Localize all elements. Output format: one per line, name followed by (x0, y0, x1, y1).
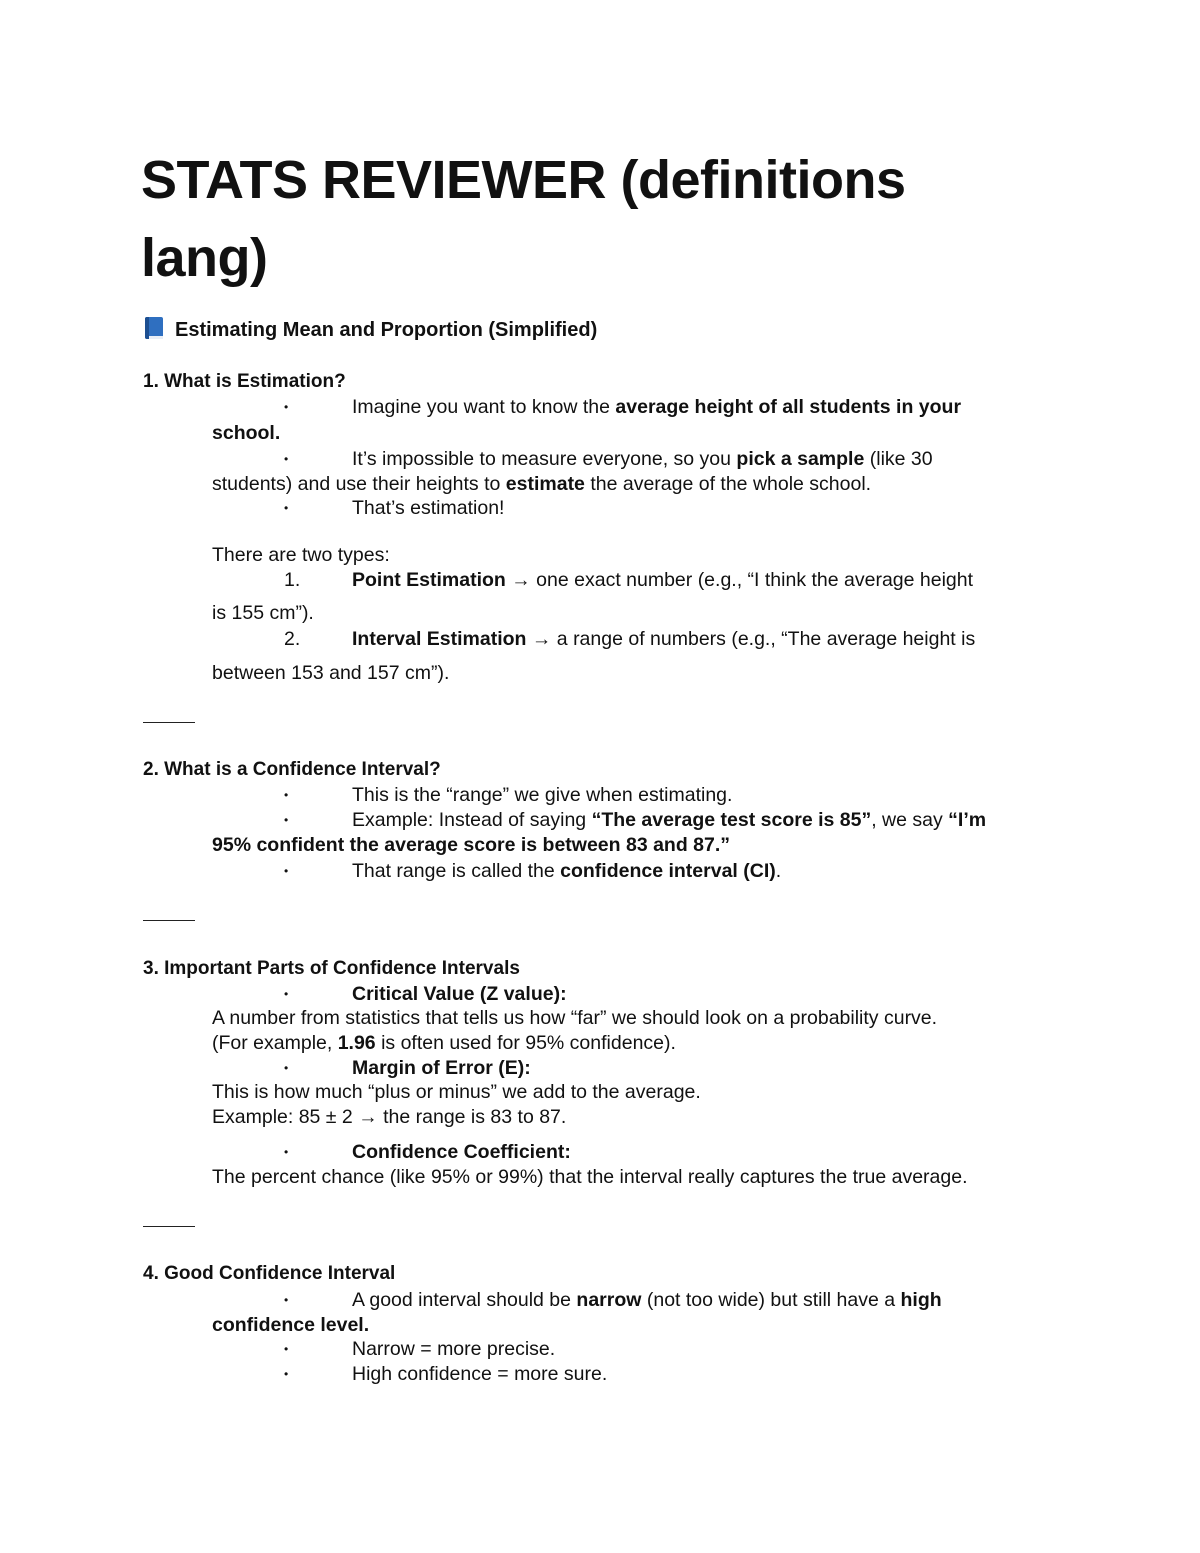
s3-critical-value-label: Critical Value (Z value): (352, 983, 567, 1005)
s3-margin-of-error-line-1: This is how much “plus or minus” we add to the average. (212, 1081, 701, 1103)
s3-margin-of-error-line-2: Example: 85 ± 2 → the range is 83 to 87. (212, 1106, 567, 1128)
section-divider (143, 920, 195, 921)
s2-bullet-1: This is the “range” we give when estimating. (352, 784, 733, 806)
bullet: • (284, 501, 289, 515)
bullet: • (284, 400, 289, 414)
s3-critical-value-line-1: A number from statistics that tells us how “far” we should look on a probability curve. (212, 1007, 938, 1029)
s4-bullet-1-cont: confidence level. (212, 1314, 370, 1336)
section-divider (143, 1226, 195, 1227)
s4-bullet-1: A good interval should be narrow (not too wide) but still have a high (352, 1289, 942, 1311)
book-icon (143, 316, 165, 340)
s2-bullet-3: That range is called the confidence interval (CI). (352, 860, 782, 882)
bullet: • (284, 1367, 289, 1381)
section-divider (143, 722, 195, 723)
s3-confidence-coefficient-label: Confidence Coefficient: (352, 1141, 571, 1163)
bullet: • (284, 1342, 289, 1356)
bullet: • (284, 1293, 289, 1307)
list-number: 2. (284, 628, 301, 650)
s3-margin-of-error-label: Margin of Error (E): (352, 1057, 531, 1079)
bullet: • (284, 788, 289, 802)
s1-item-2: Interval Estimation → a range of numbers (e.g., “The average height is (352, 628, 976, 650)
s4-bullet-2: Narrow = more precise. (352, 1338, 556, 1360)
bullet: • (284, 1145, 289, 1159)
s2-bullet-2-cont: 95% confident the average score is between 83 and 87.” (212, 834, 731, 856)
s1-bullet-2-cont: students) and use their heights to estimate the average of the whole school. (212, 473, 872, 495)
s1-item-1-cont: is 155 cm”). (212, 602, 314, 624)
s1-item-1: Point Estimation → one exact number (e.g., “I think the average height (352, 569, 974, 591)
bullet: • (284, 987, 289, 1001)
s1-bullet-1: Imagine you want to know the average height of all students in your (352, 396, 962, 418)
section-2-heading: 2. What is a Confidence Interval? (143, 759, 441, 780)
section-1-heading: 1. What is Estimation? (143, 371, 346, 392)
bullet: • (284, 864, 289, 878)
section-4-heading: 4. Good Confidence Interval (143, 1263, 396, 1284)
s3-confidence-coefficient-line-1: The percent chance (like 95% or 99%) that the interval really captures the true average. (212, 1166, 968, 1188)
s1-bullet-2: It’s impossible to measure everyone, so you pick a sample (like 30 (352, 448, 933, 470)
s1-bullet-3: That’s estimation! (352, 497, 505, 519)
s1-bullet-1-cont: school. (212, 422, 281, 444)
subheading-text: Estimating Mean and Proportion (Simplified) (175, 319, 598, 341)
bullet: • (284, 813, 289, 827)
bullet: • (284, 1061, 289, 1075)
s1-types-intro: There are two types: (212, 544, 390, 566)
list-number: 1. (284, 569, 301, 591)
s2-bullet-2: Example: Instead of saying “The average test score is 85”, we say “I’m (352, 809, 987, 831)
section-3-heading: 3. Important Parts of Confidence Intervals (143, 958, 520, 979)
section-subheading (143, 316, 597, 343)
document-title-line-1: STATS REVIEWER (definitions (141, 150, 906, 210)
s1-item-2-cont: between 153 and 157 cm”). (212, 662, 450, 684)
bullet: • (284, 452, 289, 466)
s3-critical-value-line-2: (For example, 1.96 is often used for 95% confidence). (212, 1032, 676, 1054)
s4-bullet-3: High confidence = more sure. (352, 1363, 608, 1385)
document-title-line-2: lang) (141, 228, 268, 288)
